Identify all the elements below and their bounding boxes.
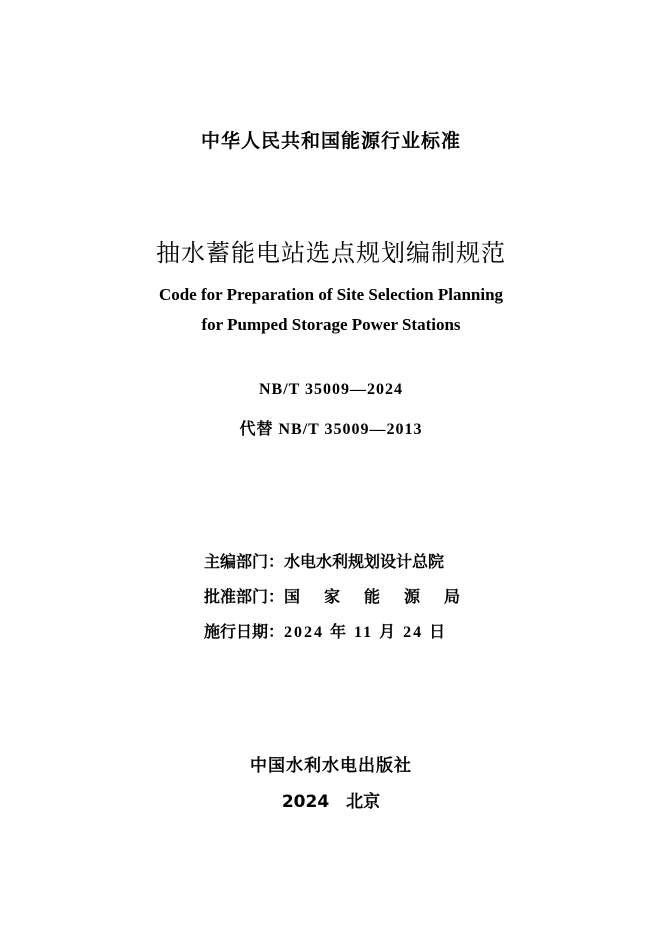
editor-department (204, 549, 444, 572)
effective-date-value: 2024 年 11 月 24 日 (284, 624, 448, 641)
standard-code: NB/T 35009—2024 (258, 381, 404, 398)
replaces-standard: 代替 NB/T 35009—2013 (239, 421, 423, 438)
editor-department-label: 主编部门： (204, 552, 285, 571)
document-title-english-line1: Code for Preparation of Site Selection Planning (158, 285, 504, 304)
industry-standard-heading: 中华人民共和国能源行业标准 (200, 130, 461, 152)
editor-department-value: 水电水利规划设计总院 (284, 552, 445, 571)
publication-year-place: 2024 北京 (281, 792, 381, 812)
effective-date (204, 619, 447, 642)
document-title-english-line2: for Pumped Storage Power Stations (201, 315, 461, 334)
document-title-chinese: 抽水蓄能电站选点规划编制规范 (156, 239, 506, 267)
approver-department-value: 国家能源局 (284, 587, 485, 606)
approver-department-label: 批准部门： (204, 587, 285, 606)
effective-date-label: 施行日期： (204, 622, 285, 641)
publisher-name: 中国水利水电出版社 (250, 756, 412, 776)
approver-department (204, 584, 484, 607)
